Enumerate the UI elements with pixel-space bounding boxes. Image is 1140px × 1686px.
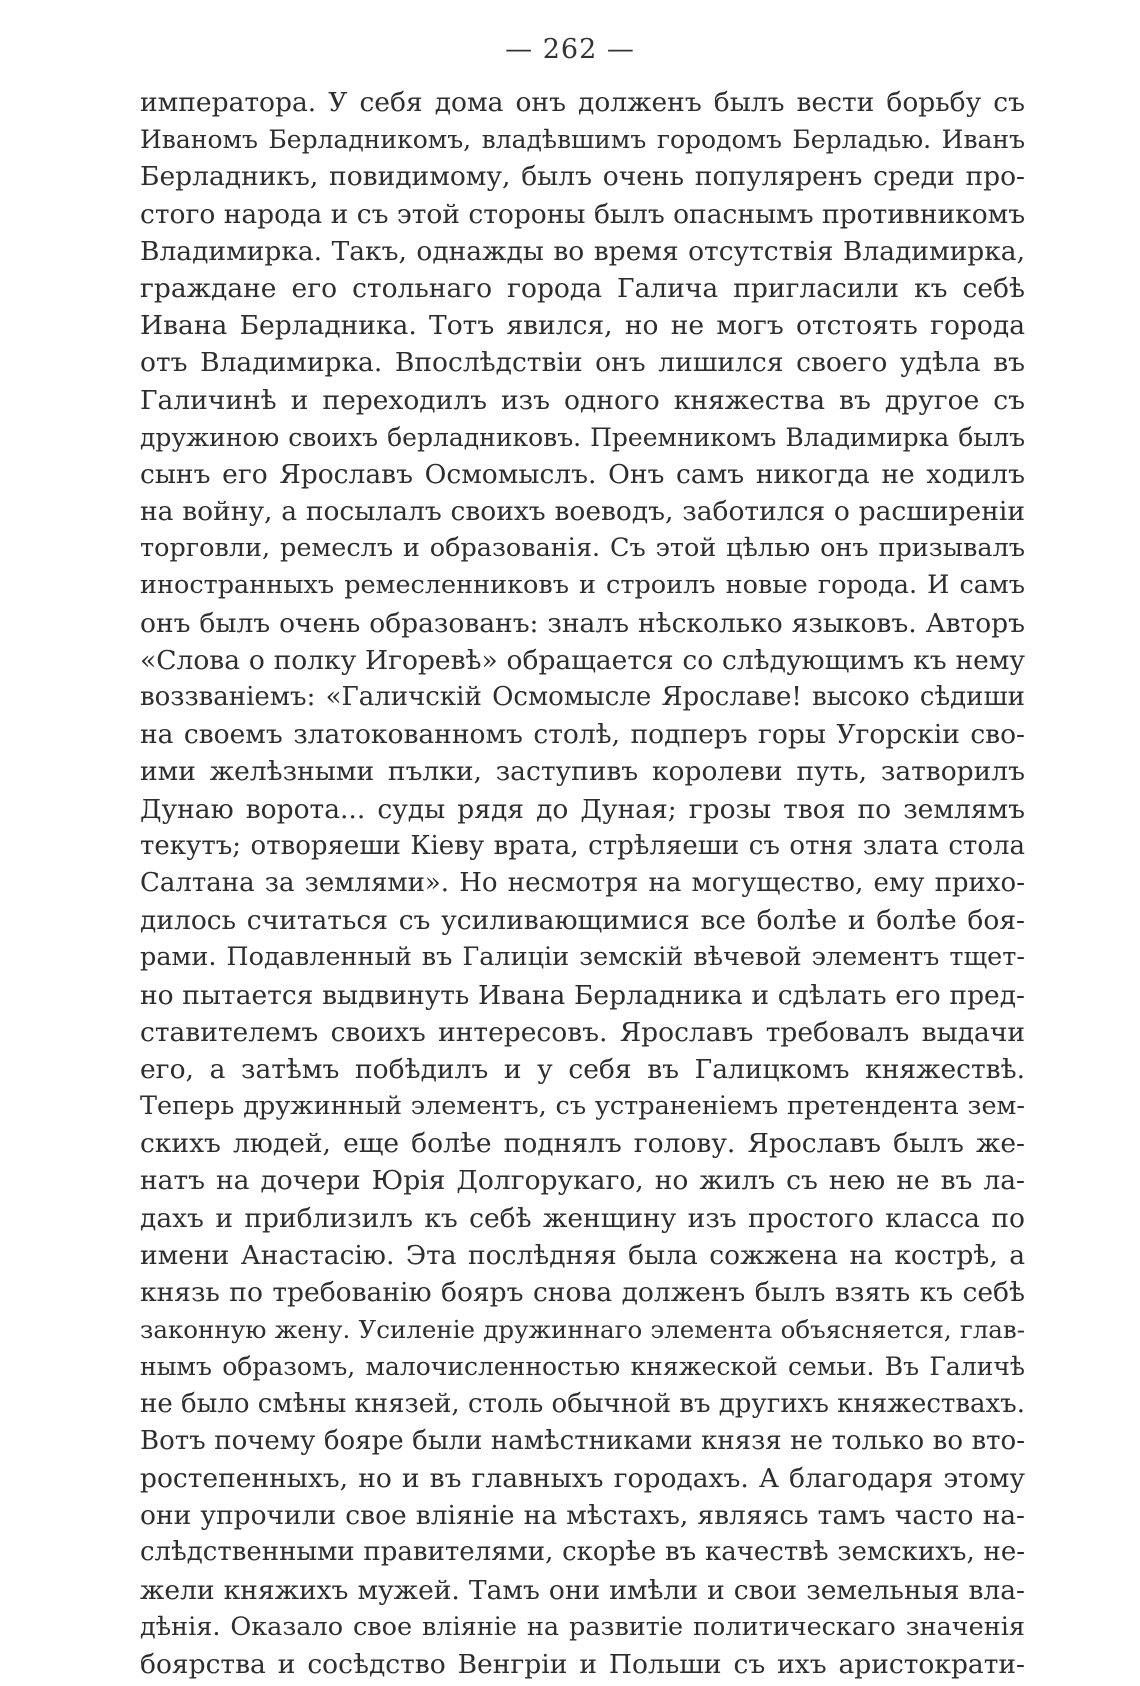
text-line: Владимирка. Такъ, однажды во время отсутствія Владимирка, (140, 235, 1025, 267)
text-line: сынъ его Ярославъ Осмомыслъ. Онъ самъ никогда не ходилъ (140, 458, 1025, 490)
text-line: скихъ людей, еще болѣе поднялъ голову. Ярославъ былъ же- (140, 1128, 1025, 1160)
text-line: Вотъ почему бояре были намѣстниками князя не только во вто- (140, 1425, 1025, 1456)
text-line: иностранныхъ ремесленниковъ и строилъ новые города. И самъ (140, 570, 1025, 601)
text-line: Теперь дружинный элементъ, съ устраненіемъ претендента зем- (140, 1091, 1025, 1122)
text-line: «Слова о полку Игоревѣ» обращается со слѣдующимъ къ нему (140, 644, 1025, 676)
text-line: стого народа и съ этой стороны былъ опаснымъ противникомъ (140, 198, 1025, 230)
text-line: боярства и сосѣдство Венгріи и Польши съ ихъ аристократи- (140, 1648, 1025, 1680)
text-line: слѣдственными правителями, скорѣе въ качествѣ земскихъ, не- (140, 1537, 1025, 1568)
text-line: Иваномъ Берладникомъ, владѣвшимъ городомъ Берладью. Иванъ (140, 125, 1025, 155)
text-line: нымъ образомъ, малочисленностью княжеской семьи. Въ Галичѣ (140, 1352, 1025, 1382)
text-line: Галичинѣ и переходилъ изъ одного княжества въ другое съ (140, 384, 1025, 416)
text-line: дружиною своихъ берладниковъ. Преемникомъ Владимирка былъ (140, 422, 1025, 452)
text-line: законную жену. Усиленіе дружиннаго элемента объясняется, глав- (140, 1315, 1025, 1345)
text-line: Салтана за землями». Но несмотря на могущество, ему прихо- (140, 867, 1025, 898)
text-line: они упрочили свое вліяніе на мѣстахъ, являясь тамъ часто на- (140, 1500, 1025, 1532)
text-line: Дунаю ворота... суды рядя до Дуная; грозы твоя по землямъ (140, 793, 1025, 825)
text-line: Ивана Берладника. Тотъ явился, но не могъ отстоять города (140, 310, 1025, 342)
text-line: ростепенныхъ, но и въ главныхъ городахъ. А благодаря этому (140, 1462, 1025, 1494)
text-line: дѣнія. Оказало свое вліяніе на развитіе политическаго значенія (140, 1611, 1025, 1642)
text-line: дилось считаться съ усиливающимися все болѣе и болѣе боя- (140, 905, 1025, 937)
text-line: отъ Владимирка. Впослѣдствіи онъ лишился своего удѣла въ (140, 347, 1025, 379)
text-line: князь по требованію бояръ снова долженъ былъ взять къ себѣ (140, 1277, 1025, 1308)
text-line: торговли, ремеслъ и образованія. Съ этой цѣлью онъ призывалъ (140, 533, 1025, 564)
body-text (140, 84, 1025, 1683)
page-number: — 262 — (505, 34, 635, 65)
text-line: жели княжихъ мужей. Тамъ они имѣли и свои земельныя вла- (140, 1574, 1025, 1606)
text-line: рами. Подавленный въ Галиціи земскій вѣчевой элементъ тщет- (140, 942, 1025, 973)
text-line: ставителемъ своихъ интересовъ. Ярославъ требовалъ выдачи (140, 1016, 1025, 1048)
text-line: онъ былъ очень образованъ: зналъ нѣсколько языковъ. Авторъ (140, 607, 1025, 639)
text-line: воззваніемъ: «Галичскій Осмомысле Ярославе! высоко сѣдиши (140, 682, 1025, 712)
text-line: не было смѣны князей, столь обычной въ другихъ княжествахъ. (140, 1388, 1025, 1419)
text-line: на войну, а посылалъ своихъ воеводъ, заботился о расширеніи (140, 496, 1025, 528)
text-line: граждане его стольнаго города Галича пригласили къ себѣ (140, 272, 1025, 304)
text-line: его, а затѣмъ побѣдилъ и у себя въ Галицкомъ княжествѣ. (140, 1053, 1025, 1085)
text-line: натъ на дочери Юрія Долгорукаго, но жилъ съ нею не въ ла- (140, 1165, 1025, 1197)
text-line: Берладникъ, повидимому, былъ очень популяренъ среди про- (140, 161, 1025, 193)
text-line: текутъ; отворяеши Кіеву врата, стрѣляеши съ отня злата стола (140, 830, 1025, 861)
text-line: но пытается выдвинуть Ивана Берладника и сдѣлать его пред- (140, 979, 1025, 1011)
text-line: ими желѣзными пълки, заступивъ королеви путь, затворилъ (140, 756, 1025, 788)
text-line: дахъ и приблизилъ къ себѣ женщину изъ простого класса по (140, 1202, 1025, 1234)
text-line: императора. У себя дома онъ долженъ былъ вести борьбу съ (140, 87, 1025, 118)
text-line: имени Анастасію. Эта послѣдняя была сожжена на кострѣ, а (140, 1239, 1025, 1271)
text-line: на своемъ златокованномъ столѣ, подперъ горы Угорскіи сво- (140, 719, 1025, 751)
